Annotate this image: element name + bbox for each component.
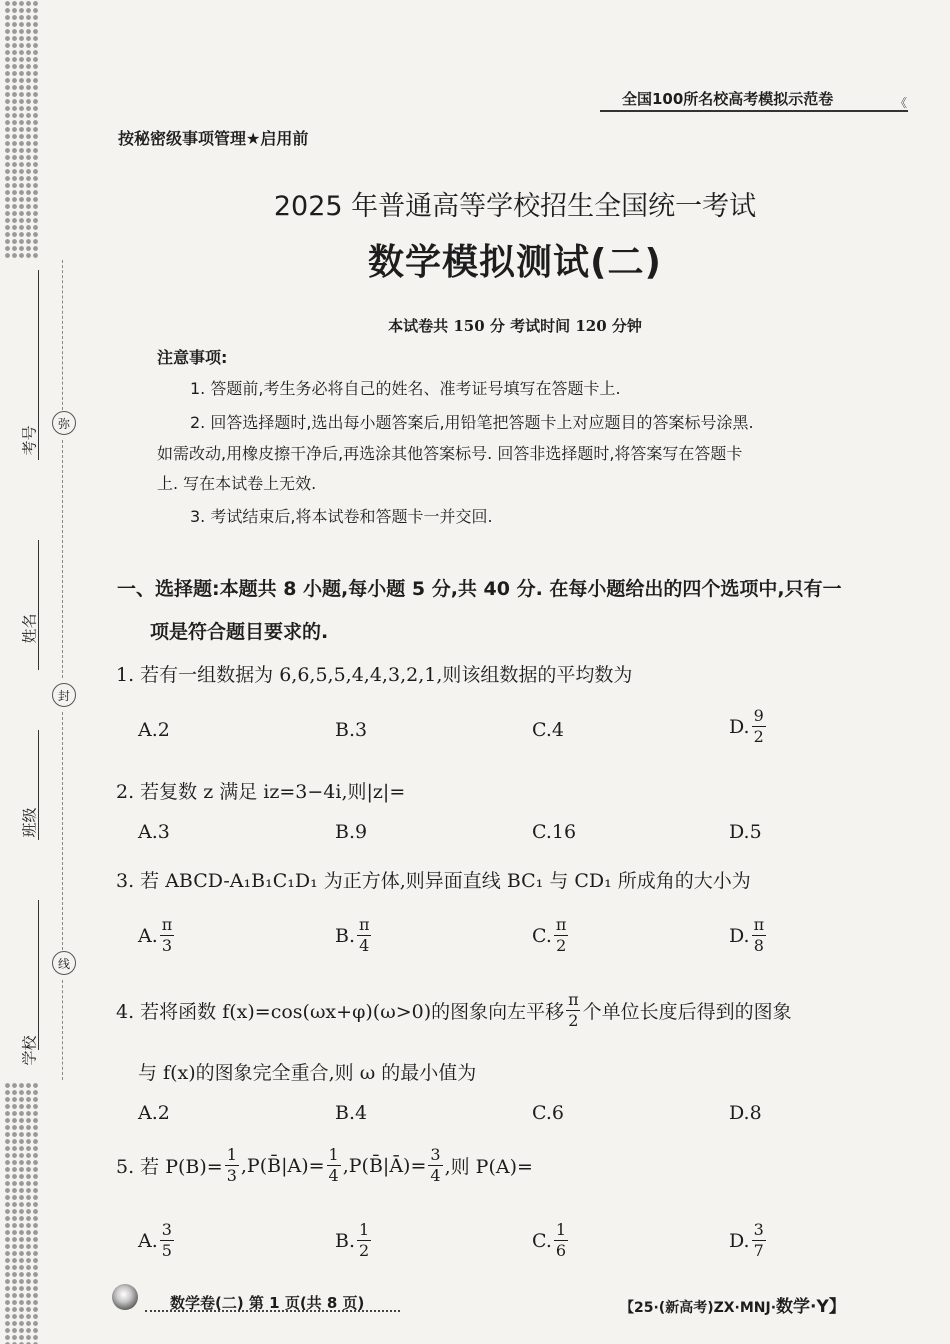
q5-option-a [138,1222,176,1259]
stem-text: 个单位长度后得到的图象 [582,1001,792,1023]
option-label: B. [335,821,356,843]
seal-mark-feng: 封 [52,683,76,707]
fraction [327,1147,341,1184]
fraction [160,1222,174,1259]
note-item: 如需改动,用橡皮擦干净后,再选涂其他答案标号. 回答非选择题时,将答案写在答题卡 [157,444,743,463]
footer-code [620,1292,846,1317]
option-text: 4 [355,1102,368,1124]
footer-page-info: 数学卷(二) 第 1 页(共 8 页) [170,1294,365,1312]
numerator: 3 [753,1220,764,1239]
denominator: 3 [161,936,173,955]
fraction [752,708,766,745]
question-5-stem [116,1147,533,1184]
q1-option-b [335,719,367,741]
note-item: 2. 回答选择题时,选出每小题答案后,用铅笔把答题卡上对应题目的答案标号涂黑. [190,413,754,432]
denominator: 2 [359,1241,370,1260]
numerator: 1 [328,1145,339,1164]
option-text: 16 [551,821,577,843]
paper-title: 数学模拟测试(二) [368,242,662,283]
binding-line [38,900,39,1050]
denominator: 4 [359,936,370,955]
q4-option-c [532,1102,564,1124]
option-label: D. [729,1102,750,1124]
option-label: B. [335,1102,356,1124]
option-label: B. [335,1229,356,1252]
notes-title: 注意事项: [157,348,228,367]
fraction [225,1147,239,1184]
binding-dots-bottom [4,1082,38,1344]
denominator: 2 [568,1011,579,1030]
denominator: 3 [226,1166,237,1185]
option-label: A. [138,924,158,947]
q1-option-d [729,708,768,745]
option-text: 3 [157,821,170,843]
q2-option-b [335,821,367,843]
option-label: C. [532,1102,552,1124]
section-title-cont: 项是符合题目要求的. [150,621,329,643]
option-text: 3 [355,719,368,741]
denominator: 6 [555,1241,567,1260]
secrecy-notice: 按秘密级事项管理★启用前 [118,129,309,148]
numerator: π [359,915,370,934]
q5-option-c [532,1222,570,1259]
option-label: C. [532,821,552,843]
option-label: A. [138,821,158,843]
denominator: 5 [161,1241,172,1260]
q4-option-b [335,1102,367,1124]
footer-subject: 数学·Y】 [776,1297,846,1317]
fraction [554,917,569,954]
seal-dash-line [62,440,63,678]
q3-option-c [532,917,570,954]
fraction [752,1222,766,1259]
fraction [554,1222,568,1259]
fraction [752,917,767,954]
option-text: 9 [355,821,368,843]
note-item: 上. 写在本试卷上无效. [157,474,317,493]
exam-title: 2025 年普通高等学校招生全国统一考试 [273,191,757,222]
denominator: 8 [753,936,764,955]
footer-disc-icon [112,1284,138,1310]
numerator: 3 [161,1220,172,1239]
q2-option-c [532,821,576,843]
option-text: 2 [157,719,170,741]
numerator: π [555,915,567,934]
q4-option-a [138,1102,170,1124]
option-label: A. [138,1102,158,1124]
option-text: 8 [749,1102,762,1124]
seal-mark-mi: 弥 [52,411,76,435]
q3-option-a [138,917,176,954]
option-text: 5 [749,821,762,843]
numerator: 1 [555,1220,567,1239]
footer-underline [145,1310,400,1312]
stem-text: ,则 P(A)= [444,1156,533,1178]
q2-option-a [138,821,170,843]
q1-option-a [138,719,170,741]
stem-text: ,P(B̄|A)= [240,1154,325,1177]
numerator: π [568,990,579,1009]
q1-option-c [532,719,564,741]
option-text: 2 [157,1102,170,1124]
question-1-stem: 1. 若有一组数据为 6,6,5,5,4,4,3,2,1,则该组数据的平均数为 [116,664,633,686]
seal-mark-xian: 线 [52,951,76,975]
q2-option-d [729,821,762,843]
label-name: 姓名 [20,613,39,644]
note-item: 1. 答题前,考生务必将自己的姓名、准考证号填写在答题卡上. [190,379,621,398]
q5-option-b [335,1222,373,1259]
question-3-stem: 3. 若 ABCD-A₁B₁C₁D₁ 为正方体,则异面直线 BC₁ 与 CD₁ 所成角的大小为 [116,870,751,892]
option-text: 6 [551,1102,564,1124]
option-label: C. [532,924,552,947]
seal-dash-line [62,980,63,1080]
fraction [357,917,372,954]
option-label: D. [729,1229,750,1252]
stem-text: ,P(B̄|Ā)= [342,1154,427,1177]
series-title: 全国100所名校高考模拟示范卷 [622,90,834,108]
q5-option-d [729,1222,768,1259]
fraction [357,1222,371,1259]
option-label: A. [138,1229,158,1252]
seal-dash-line [62,712,63,950]
question-4-stem-cont: 与 f(x)的图象完全重合,则 ω 的最小值为 [138,1062,477,1084]
binding-line [38,540,39,670]
option-label: D. [729,821,750,843]
q4-option-d [729,1102,762,1124]
option-label: C. [532,1229,552,1252]
fraction [428,1147,442,1184]
q3-option-b [335,917,374,954]
question-2-stem: 2. 若复数 z 满足 iz=3−4i,则|z|= [116,781,406,803]
option-text: 4 [551,719,564,741]
denominator: 4 [430,1166,441,1185]
label-class: 班级 [20,807,39,838]
option-label: D. [729,924,750,947]
denominator: 7 [753,1241,764,1260]
stem-text: 5. 若 P(B)= [116,1156,223,1178]
numerator: π [161,915,173,934]
option-label: B. [335,719,356,741]
question-4-stem [116,992,792,1029]
note-item: 3. 考试结束后,将本试卷和答题卡一并交回. [190,507,493,526]
label-exam-number: 考号 [20,425,39,456]
fraction [160,917,175,954]
option-label: D. [729,715,750,738]
numerator: π [753,915,765,934]
stem-text: 4. 若将函数 f(x)=cos(ωx+φ)(ω>0)的图象向左平移 [116,1001,565,1023]
numerator: 3 [430,1145,441,1164]
q3-option-d [729,917,768,954]
header-mark: 《 [895,96,908,110]
numerator: 1 [359,1220,370,1239]
numerator: 1 [226,1145,237,1164]
exam-info: 本试卷共 150 分 考试时间 120 分钟 [388,317,642,335]
numerator: 9 [753,706,764,725]
option-label: A. [138,719,158,741]
option-label: C. [532,719,552,741]
fraction [566,992,581,1029]
label-school: 学校 [20,1035,39,1066]
denominator: 2 [556,936,567,955]
denominator: 4 [328,1166,339,1185]
denominator: 2 [753,727,764,746]
section-title: 一、选择题:本题共 8 小题,每小题 5 分,共 40 分. 在每小题给出的四个选项中,只有一 [117,578,842,600]
header-rule [600,110,908,112]
footer-code-text: 【25·(新高考)ZX·MNJ· [620,1300,777,1316]
option-label: B. [335,924,356,947]
